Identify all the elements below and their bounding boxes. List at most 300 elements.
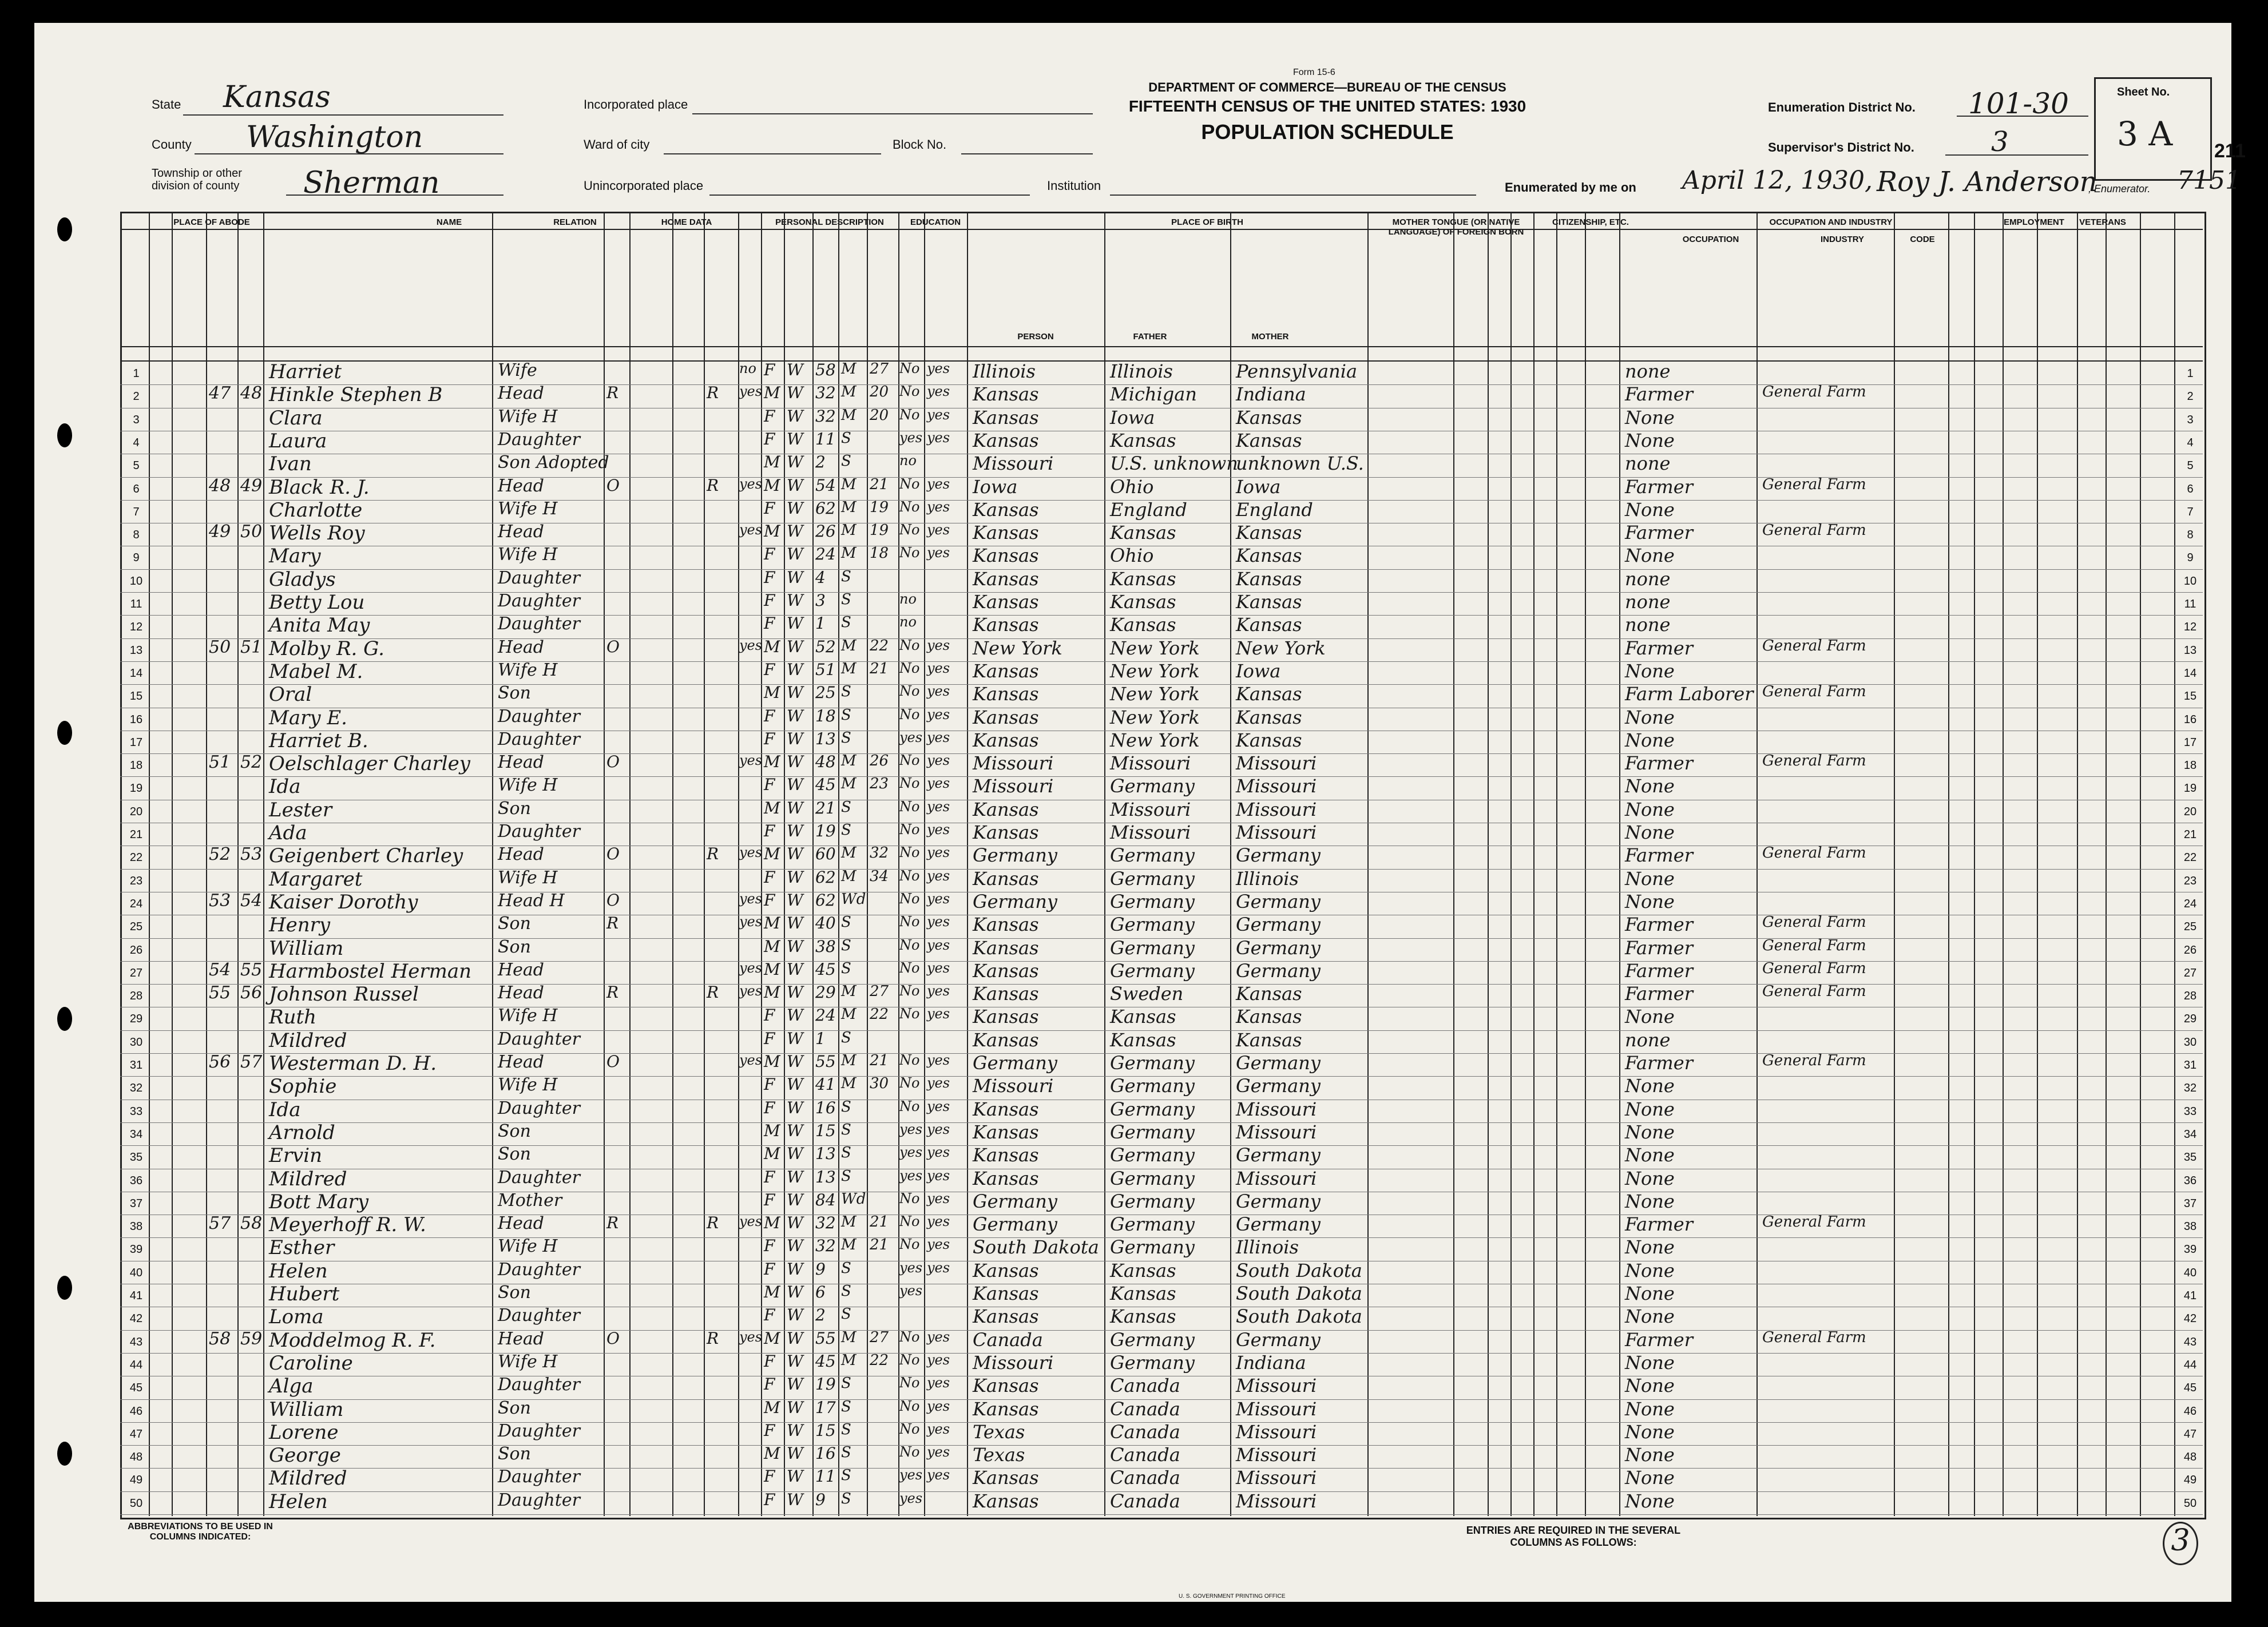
- birthplace-father: New York: [1110, 706, 1200, 728]
- occupation: None: [1625, 1006, 1675, 1028]
- unincorporated-label: Unincorporated place: [584, 178, 704, 193]
- header-relation: RELATION: [553, 217, 597, 227]
- person-name: Mary: [269, 545, 321, 568]
- birthplace-father: England: [1110, 498, 1187, 521]
- birthplace-person: Kansas: [973, 660, 1039, 682]
- line-number: 3: [2187, 413, 2194, 426]
- institution-label: Institution: [1047, 178, 1101, 193]
- relation: Son: [498, 1144, 531, 1165]
- page-mark: 3: [2163, 1522, 2198, 1565]
- birthplace-father: Germany: [1110, 936, 1195, 959]
- line-number: 41: [129, 1289, 143, 1302]
- marital-status: S: [841, 1259, 851, 1277]
- line-number: 45: [2183, 1382, 2197, 1395]
- occupation: None: [1625, 1190, 1675, 1212]
- birthplace-mother: Missouri: [1236, 1098, 1317, 1120]
- person-name: Lorene: [269, 1420, 339, 1444]
- birthplace-person: Illinois: [973, 360, 1036, 382]
- race: W: [787, 1236, 803, 1256]
- relation: Son: [498, 1444, 531, 1465]
- age: 1: [815, 614, 826, 633]
- age: 11: [815, 1467, 836, 1486]
- industry: General Farm: [1762, 637, 1866, 654]
- header-name: NAME: [436, 217, 462, 227]
- line-number: 49: [129, 1474, 143, 1487]
- sheet-value: 3 A: [2117, 114, 2173, 153]
- birthplace-mother: Kansas: [1236, 568, 1302, 590]
- birthplace-person: Kansas: [973, 798, 1039, 820]
- age-at-marriage: 21: [870, 475, 889, 493]
- family-number: 57: [240, 1052, 263, 1072]
- line-number: 42: [129, 1312, 143, 1326]
- birthplace-person: Kansas: [973, 706, 1039, 728]
- birthplace-father: New York: [1110, 683, 1200, 705]
- school-attendance: No: [899, 498, 920, 515]
- person-name: Black R. J.: [269, 475, 370, 499]
- birthplace-mother: Missouri: [1236, 1420, 1317, 1443]
- dwelling-number: 47: [209, 383, 231, 404]
- enum-district-label: Enumeration District No.: [1768, 100, 1916, 114]
- school-attendance: yes: [899, 1167, 923, 1184]
- race: W: [787, 1398, 803, 1417]
- birthplace-person: Kansas: [973, 683, 1039, 705]
- birthplace-person: Kansas: [973, 568, 1039, 590]
- marital-status: M: [841, 1236, 857, 1254]
- relation: Daughter: [498, 1375, 580, 1395]
- relation: Daughter: [498, 1490, 580, 1510]
- relation: Daughter: [498, 591, 580, 611]
- marital-status: S: [841, 614, 851, 632]
- person-name: William: [269, 936, 344, 960]
- farm-residence: yes: [739, 959, 763, 976]
- school-attendance: No: [899, 360, 920, 376]
- sex: M: [764, 637, 780, 656]
- occupation: None: [1625, 429, 1675, 451]
- relation: Mother: [498, 1190, 562, 1211]
- school-attendance: No: [899, 1075, 920, 1092]
- line-number: 6: [133, 482, 140, 495]
- relation: Wife H: [498, 1236, 558, 1257]
- marital-status: S: [841, 1098, 851, 1116]
- person-name: Lester: [269, 798, 332, 822]
- occupation: None: [1625, 660, 1675, 682]
- home-owned: R: [606, 1213, 619, 1233]
- sex: F: [764, 1075, 775, 1094]
- sex: F: [764, 706, 775, 725]
- marital-status: S: [841, 1398, 851, 1415]
- literacy: yes: [927, 360, 950, 376]
- age-at-marriage: 21: [870, 1213, 889, 1231]
- birthplace-father: Germany: [1110, 1236, 1195, 1259]
- relation: Head: [498, 844, 545, 865]
- line-number: 30: [2183, 1035, 2197, 1049]
- radio-set: R: [707, 475, 719, 495]
- birthplace-father: Ohio: [1110, 475, 1154, 498]
- occupation: Farmer: [1625, 914, 1693, 936]
- birthplace-father: Illinois: [1110, 360, 1173, 382]
- family-number: 51: [240, 637, 263, 657]
- birthplace-father: Canada: [1110, 1375, 1180, 1397]
- line-number: 4: [2187, 436, 2194, 449]
- relation: Son: [498, 683, 531, 704]
- age: 19: [815, 822, 836, 840]
- relation: Son Adopted: [498, 453, 609, 473]
- line-number: 15: [2183, 690, 2197, 703]
- school-attendance: No: [899, 959, 920, 976]
- line-number: 37: [2183, 1197, 2197, 1210]
- birthplace-father: Kansas: [1110, 1006, 1176, 1028]
- birthplace-person: Kansas: [973, 1375, 1039, 1397]
- line-number: 14: [2183, 666, 2197, 680]
- sex: F: [764, 867, 775, 887]
- sex: F: [764, 1351, 775, 1371]
- literacy: yes: [927, 1375, 950, 1391]
- literacy: yes: [927, 683, 950, 700]
- school-attendance: No: [899, 1420, 920, 1437]
- occupation: None: [1625, 822, 1675, 843]
- age: 9: [815, 1490, 826, 1509]
- marital-status: M: [841, 867, 857, 885]
- family-number: 49: [240, 475, 263, 496]
- line-number: 20: [129, 805, 143, 818]
- birthplace-person: Missouri: [973, 453, 1054, 475]
- person-name: Sophie: [269, 1075, 337, 1098]
- occupation: None: [1625, 1144, 1675, 1166]
- line-number: 29: [2183, 1013, 2197, 1026]
- marital-status: Wd: [841, 890, 866, 908]
- birthplace-mother: Kansas: [1236, 706, 1302, 728]
- row-rule: [120, 1514, 2203, 1515]
- department: DEPARTMENT OF COMMERCE—BUREAU OF THE CENSUS: [1148, 80, 1506, 94]
- age: 62: [815, 498, 836, 518]
- sex: F: [764, 545, 775, 564]
- occupation: None: [1625, 1398, 1675, 1420]
- birthplace-person: Missouri: [973, 752, 1054, 775]
- school-attendance: No: [899, 1006, 920, 1022]
- sex: F: [764, 1190, 775, 1209]
- relation: Wife H: [498, 867, 558, 888]
- line-number: 39: [2183, 1243, 2197, 1256]
- birthplace-mother: Germany: [1236, 1190, 1321, 1212]
- line-number: 37: [129, 1197, 143, 1210]
- relation: Head: [498, 1213, 545, 1234]
- line-number: 33: [2183, 1105, 2197, 1118]
- person-name: Laura: [269, 429, 327, 453]
- race: W: [787, 1351, 803, 1371]
- age: 45: [815, 775, 836, 795]
- race: W: [787, 660, 803, 679]
- race: W: [787, 914, 803, 933]
- sex: F: [764, 1098, 775, 1117]
- line-number: 2: [133, 390, 140, 403]
- literacy: yes: [927, 1328, 950, 1345]
- line-number: 22: [2183, 851, 2197, 864]
- industry: General Farm: [1762, 983, 1866, 1001]
- birthplace-mother: Kansas: [1236, 429, 1302, 451]
- birthplace-person: Kansas: [973, 1398, 1039, 1420]
- school-attendance: No: [899, 752, 920, 769]
- industry: General Farm: [1762, 1052, 1866, 1069]
- literacy: yes: [927, 1190, 950, 1207]
- relation: Daughter: [498, 429, 580, 450]
- birthplace-mother: Germany: [1236, 890, 1321, 912]
- binder-hole: [57, 217, 72, 241]
- birthplace-mother: Illinois: [1236, 867, 1299, 890]
- race: W: [787, 1305, 803, 1325]
- person-name: Kaiser Dorothy: [269, 890, 418, 914]
- birthplace-father: Canada: [1110, 1490, 1180, 1512]
- sex: M: [764, 383, 780, 403]
- marital-status: S: [841, 936, 851, 954]
- relation: Son: [498, 1398, 531, 1418]
- relation: Daughter: [498, 568, 580, 588]
- birthplace-father: Germany: [1110, 1144, 1195, 1166]
- farm-residence: yes: [739, 1052, 763, 1068]
- literacy: yes: [927, 406, 950, 423]
- relation: Wife H: [498, 406, 558, 427]
- marital-status: M: [841, 498, 857, 516]
- age: 40: [815, 914, 836, 933]
- dwelling-number: 51: [209, 752, 231, 773]
- birthplace-mother: Indiana: [1236, 383, 1306, 406]
- person-name: Clara: [269, 406, 323, 430]
- home-owned: R: [606, 914, 619, 933]
- family-number: 52: [240, 752, 263, 773]
- line-number: 28: [129, 990, 143, 1003]
- birthplace-father: Kansas: [1110, 591, 1176, 613]
- race: W: [787, 498, 803, 518]
- farm-residence: yes: [739, 383, 763, 400]
- farm-residence: yes: [739, 983, 763, 999]
- line-number: 30: [129, 1035, 143, 1049]
- school-attendance: No: [899, 775, 920, 792]
- dwelling-number: 53: [209, 890, 231, 911]
- line-number: 46: [129, 1404, 143, 1418]
- age: 45: [815, 959, 836, 979]
- birthplace-person: Kansas: [973, 822, 1039, 843]
- marital-status: M: [841, 545, 857, 562]
- birthplace-person: Germany: [973, 1052, 1057, 1074]
- age: 32: [815, 383, 836, 403]
- person-name: Margaret: [269, 867, 363, 891]
- line-number: 42: [2183, 1312, 2197, 1326]
- binder-hole: [57, 721, 72, 745]
- birthplace-mother: New York: [1236, 637, 1326, 659]
- age: 24: [815, 1006, 836, 1025]
- sex: M: [764, 1398, 780, 1417]
- occupation: None: [1625, 1420, 1675, 1443]
- marital-status: S: [841, 1444, 851, 1462]
- birthplace-person: Kansas: [973, 1283, 1039, 1304]
- birthplace-father: Germany: [1110, 1098, 1195, 1120]
- person-name: Alga: [269, 1375, 314, 1398]
- birthplace-father: Missouri: [1110, 822, 1191, 843]
- age: 13: [815, 729, 836, 748]
- occupation: None: [1625, 545, 1675, 567]
- race: W: [787, 568, 803, 587]
- header-abode: PLACE OF ABODE: [173, 217, 250, 227]
- birthplace-father: Germany: [1110, 1328, 1195, 1351]
- age: 24: [815, 545, 836, 564]
- race: W: [787, 775, 803, 795]
- family-number: 58: [240, 1213, 263, 1234]
- marital-status: M: [841, 1213, 857, 1231]
- occupation: Farm Laborer: [1625, 683, 1754, 705]
- line-number: 20: [2183, 805, 2197, 818]
- school-attendance: No: [899, 406, 920, 423]
- race: W: [787, 706, 803, 725]
- literacy: yes: [927, 959, 950, 976]
- age: 55: [815, 1328, 836, 1348]
- birthplace-person: Kansas: [973, 1006, 1039, 1028]
- age: 32: [815, 1236, 836, 1256]
- occupation: Farmer: [1625, 1052, 1693, 1074]
- occupation: Farmer: [1625, 983, 1693, 1005]
- line-number: 12: [129, 621, 143, 634]
- line-number: 9: [133, 551, 140, 565]
- school-attendance: No: [899, 1398, 920, 1414]
- occupation: None: [1625, 1283, 1675, 1304]
- dwelling-number: 58: [209, 1328, 231, 1349]
- race: W: [787, 1052, 803, 1071]
- literacy: yes: [927, 914, 950, 930]
- literacy: yes: [927, 822, 950, 838]
- age: 16: [815, 1444, 836, 1463]
- relation: Daughter: [498, 1259, 580, 1280]
- relation: Son: [498, 936, 531, 957]
- birthplace-father: Iowa: [1110, 406, 1155, 428]
- occupation: None: [1625, 775, 1675, 797]
- relation: Head: [498, 637, 545, 657]
- literacy: yes: [927, 1351, 950, 1368]
- line-number: 1: [133, 367, 140, 380]
- age: 21: [815, 798, 836, 818]
- person-name: Johnson Russel: [269, 983, 419, 1006]
- header-personal: PERSONAL DESCRIPTION: [775, 217, 884, 227]
- literacy: yes: [927, 429, 950, 446]
- enumerated-date: April 12, 1930,: [1682, 166, 1873, 195]
- line-number: 27: [129, 966, 143, 979]
- person-name: William: [269, 1398, 344, 1421]
- person-name: Harriet: [269, 360, 342, 383]
- birthplace-mother: Germany: [1236, 1144, 1321, 1166]
- family-number: 55: [240, 959, 263, 980]
- marital-status: M: [841, 637, 857, 654]
- sex: F: [764, 1420, 775, 1440]
- age: 13: [815, 1167, 836, 1186]
- farm-residence: yes: [739, 914, 763, 930]
- literacy: yes: [927, 1121, 950, 1137]
- race: W: [787, 429, 803, 449]
- occupation: None: [1625, 729, 1675, 751]
- age-at-marriage: 20: [870, 406, 889, 424]
- birthplace-father: Kansas: [1110, 568, 1176, 590]
- relation: Head: [498, 383, 545, 404]
- age-at-marriage: 23: [870, 775, 889, 793]
- relation: Daughter: [498, 1420, 580, 1441]
- marital-status: S: [841, 1283, 851, 1300]
- line-number: 22: [129, 851, 143, 864]
- census-sheet: [34, 23, 2246, 1602]
- school-attendance: yes: [899, 1490, 923, 1506]
- age: 38: [815, 936, 836, 956]
- marital-status: M: [841, 522, 857, 539]
- birthplace-person: Kansas: [973, 1098, 1039, 1120]
- printer-note: U. S. GOVERNMENT PRINTING OFFICE: [1179, 1593, 1286, 1600]
- family-number: 59: [240, 1328, 263, 1349]
- dwelling-number: 48: [209, 475, 231, 496]
- birthplace-mother: Kansas: [1236, 1029, 1302, 1051]
- age: 32: [815, 406, 836, 426]
- relation: Head: [498, 522, 545, 542]
- person-name: Mildred: [269, 1029, 347, 1052]
- age-at-marriage: 21: [870, 660, 889, 677]
- literacy: yes: [927, 1052, 950, 1068]
- age: 41: [815, 1075, 836, 1094]
- occupation: None: [1625, 1351, 1675, 1374]
- line-number: 40: [129, 1266, 143, 1279]
- home-owned: R: [606, 383, 619, 403]
- birthplace-person: Germany: [973, 844, 1057, 867]
- relation: Son: [498, 1283, 531, 1303]
- township-label: Township or other division of county: [152, 167, 242, 192]
- line-number: 47: [129, 1427, 143, 1441]
- birthplace-father: Germany: [1110, 1121, 1195, 1143]
- dwelling-number: 57: [209, 1213, 231, 1234]
- birthplace-father: New York: [1110, 637, 1200, 659]
- person-name: Mabel M.: [269, 660, 363, 683]
- sex: M: [764, 752, 780, 772]
- age: 32: [815, 1213, 836, 1233]
- farm-residence: yes: [739, 475, 763, 492]
- line-number: 32: [2183, 1082, 2197, 1095]
- county-label: County: [152, 137, 192, 152]
- school-attendance: No: [899, 983, 920, 999]
- marital-status: S: [841, 1144, 851, 1162]
- birthplace-father: New York: [1110, 729, 1200, 751]
- sex: M: [764, 522, 780, 541]
- age: 2: [815, 453, 826, 472]
- supervisor-value: 3: [1991, 126, 2009, 158]
- farm-residence: yes: [739, 844, 763, 861]
- person-name: Oral: [269, 683, 312, 707]
- line-number: 24: [2183, 897, 2197, 910]
- person-name: Ivan: [269, 453, 312, 476]
- school-attendance: No: [899, 1052, 920, 1068]
- race: W: [787, 1328, 803, 1348]
- marital-status: M: [841, 1052, 857, 1069]
- line-number: 25: [2183, 920, 2197, 934]
- industry: General Farm: [1762, 475, 1866, 493]
- birthplace-father: Germany: [1110, 844, 1195, 867]
- occupation: None: [1625, 1490, 1675, 1512]
- occupation: None: [1625, 706, 1675, 728]
- schedule-title: POPULATION SCHEDULE: [1201, 120, 1454, 144]
- header-citizenship: CITIZENSHIP, ETC.: [1552, 217, 1629, 227]
- family-number: 48: [240, 383, 263, 404]
- birthplace-mother: England: [1236, 498, 1313, 521]
- age-at-marriage: 21: [870, 1236, 889, 1254]
- school-attendance: No: [899, 890, 920, 907]
- sex: M: [764, 936, 780, 956]
- line-number: 45: [129, 1382, 143, 1395]
- age: 17: [815, 1398, 836, 1417]
- race: W: [787, 1167, 803, 1186]
- industry: General Farm: [1762, 522, 1866, 539]
- sex: F: [764, 1375, 775, 1394]
- line-number: 17: [129, 736, 143, 749]
- literacy: yes: [927, 706, 950, 723]
